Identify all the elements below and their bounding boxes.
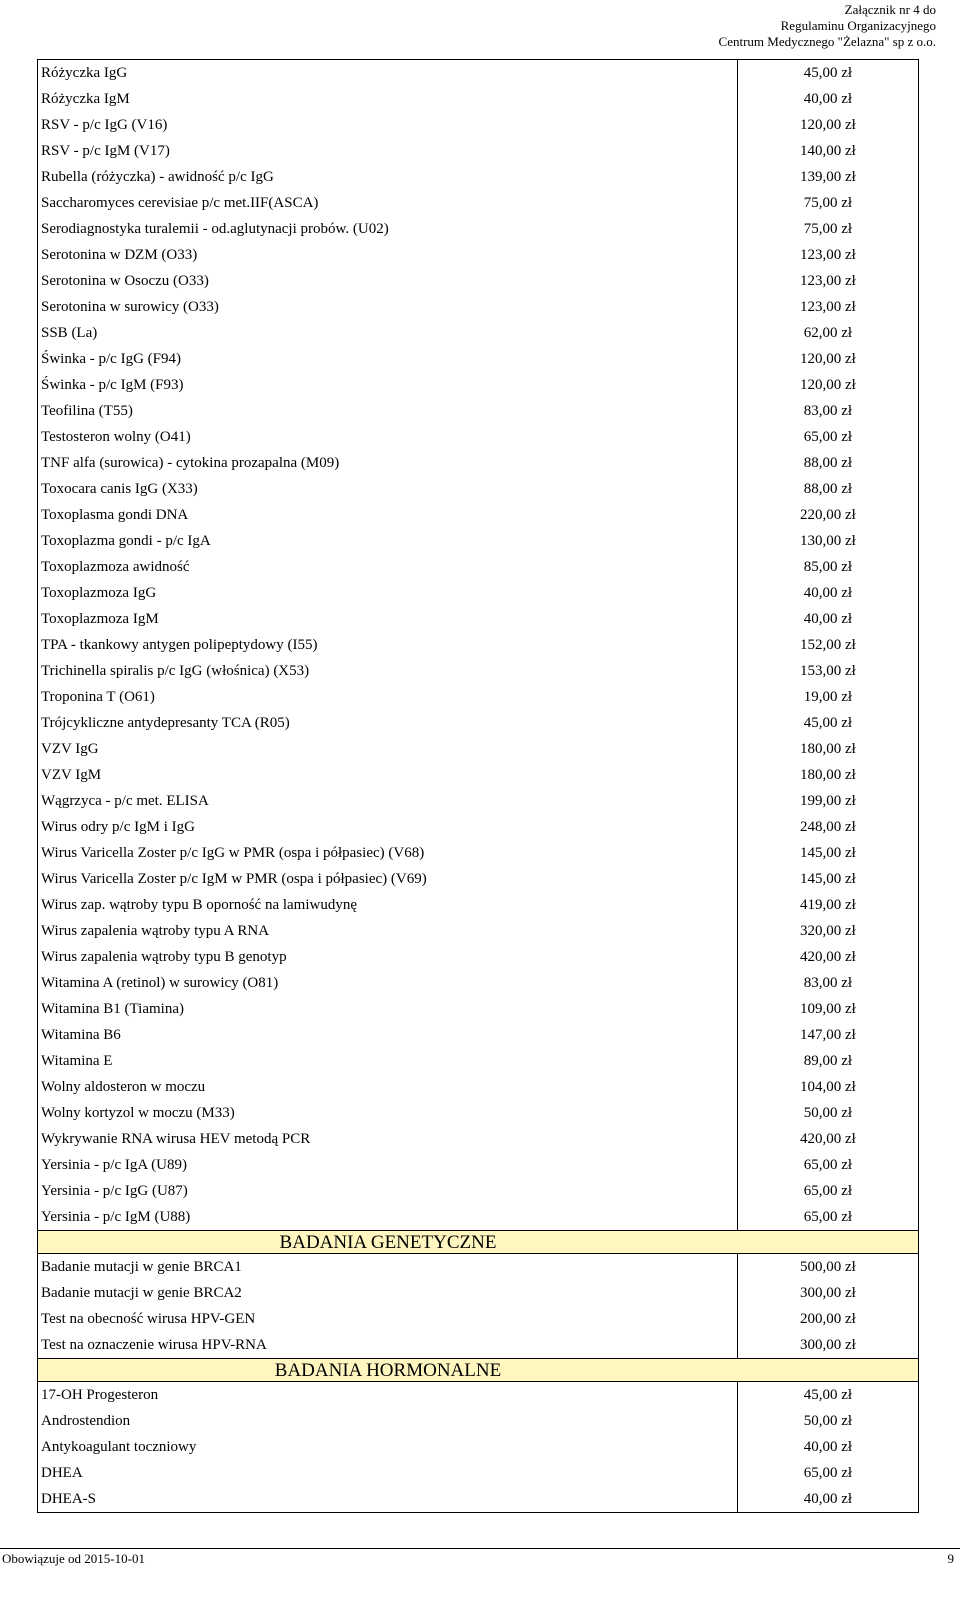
test-name: Toxocara canis IgG (X33) xyxy=(38,476,738,502)
test-name: Badanie mutacji w genie BRCA1 xyxy=(38,1254,738,1281)
test-name: Badanie mutacji w genie BRCA2 xyxy=(38,1280,738,1306)
table-row xyxy=(38,736,919,762)
table-row xyxy=(38,1486,919,1513)
test-price: 40,00 zł xyxy=(737,580,918,606)
test-price: 500,00 zł xyxy=(737,1254,918,1281)
test-price: 153,00 zł xyxy=(737,658,918,684)
price-list-body xyxy=(38,60,919,1513)
test-name: Wągrzyca - p/c met. ELISA xyxy=(38,788,738,814)
test-price: 109,00 zł xyxy=(737,996,918,1022)
test-name: Saccharomyces cerevisiae p/c met.IIF(ASCA) xyxy=(38,190,738,216)
test-price: 420,00 zł xyxy=(737,1126,918,1152)
table-row xyxy=(38,242,919,268)
test-price: 65,00 zł xyxy=(737,1178,918,1204)
table-row xyxy=(38,606,919,632)
table-row xyxy=(38,164,919,190)
test-price: 130,00 zł xyxy=(737,528,918,554)
test-price: 45,00 zł xyxy=(737,60,918,87)
table-row xyxy=(38,1126,919,1152)
header-regulation-line: Regulaminu Organizacyjnego xyxy=(780,18,936,33)
table-row xyxy=(38,1152,919,1178)
table-row xyxy=(38,788,919,814)
table-row xyxy=(38,398,919,424)
table-row xyxy=(38,372,919,398)
test-price: 50,00 zł xyxy=(737,1100,918,1126)
table-row xyxy=(38,1306,919,1332)
test-name: VZV IgG xyxy=(38,736,738,762)
table-row xyxy=(38,580,919,606)
table-row xyxy=(38,970,919,996)
test-price: 199,00 zł xyxy=(737,788,918,814)
test-name: Serotonina w Osoczu (O33) xyxy=(38,268,738,294)
test-name: Wolny aldosteron w moczu xyxy=(38,1074,738,1100)
test-name: 17-OH Progesteron xyxy=(38,1382,738,1409)
table-row xyxy=(38,1178,919,1204)
table-row xyxy=(38,320,919,346)
page-number: 9 xyxy=(947,1551,954,1566)
test-price: 89,00 zł xyxy=(737,1048,918,1074)
table-row xyxy=(38,528,919,554)
test-name: Test na obecność wirusa HPV-GEN xyxy=(38,1306,738,1332)
test-price: 300,00 zł xyxy=(737,1332,918,1359)
table-row xyxy=(38,1382,919,1409)
table-row xyxy=(38,1280,919,1306)
test-name: Serodiagnostyka turalemii - od.aglutynacji probów. (U02) xyxy=(38,216,738,242)
test-name: Testosteron wolny (O41) xyxy=(38,424,738,450)
table-row xyxy=(38,450,919,476)
table-row xyxy=(38,1254,919,1281)
test-name: Wirus Varicella Zoster p/c IgM w PMR (ospa i półpasiec) (V69) xyxy=(38,866,738,892)
table-row xyxy=(38,554,919,580)
footer-divider xyxy=(0,1548,960,1549)
table-row xyxy=(38,1100,919,1126)
table-row xyxy=(38,1408,919,1434)
test-price: 65,00 zł xyxy=(737,1460,918,1486)
section-title: BADANIA GENETYCZNE xyxy=(38,1231,919,1254)
test-price: 120,00 zł xyxy=(737,372,918,398)
test-name: DHEA-S xyxy=(38,1486,738,1513)
test-name: Wirus zapalenia wątroby typu A RNA xyxy=(38,918,738,944)
table-row xyxy=(38,1022,919,1048)
table-row xyxy=(38,710,919,736)
table-row xyxy=(38,86,919,112)
test-name: Wykrywanie RNA wirusa HEV metodą PCR xyxy=(38,1126,738,1152)
test-price: 140,00 zł xyxy=(737,138,918,164)
test-price: 139,00 zł xyxy=(737,164,918,190)
document-header xyxy=(636,2,936,50)
test-price: 83,00 zł xyxy=(737,398,918,424)
table-row xyxy=(38,632,919,658)
test-price: 104,00 zł xyxy=(737,1074,918,1100)
test-name: RSV - p/c IgG (V16) xyxy=(38,112,738,138)
test-name: Toxoplazma gondi - p/c IgA xyxy=(38,528,738,554)
test-price: 147,00 zł xyxy=(737,1022,918,1048)
test-price: 145,00 zł xyxy=(737,866,918,892)
test-price: 65,00 zł xyxy=(737,424,918,450)
test-price: 75,00 zł xyxy=(737,190,918,216)
table-row xyxy=(38,814,919,840)
test-price: 120,00 zł xyxy=(737,346,918,372)
test-price: 120,00 zł xyxy=(737,112,918,138)
table-row xyxy=(38,60,919,87)
test-price: 88,00 zł xyxy=(737,450,918,476)
test-name: Wirus zap. wątroby typu B oporność na lamiwudynę xyxy=(38,892,738,918)
table-row xyxy=(38,840,919,866)
table-row xyxy=(38,996,919,1022)
test-name: Yersinia - p/c IgM (U88) xyxy=(38,1204,738,1231)
test-price: 248,00 zł xyxy=(737,814,918,840)
table-row xyxy=(38,112,919,138)
test-name: Serotonina w DZM (O33) xyxy=(38,242,738,268)
test-name: Androstendion xyxy=(38,1408,738,1434)
table-row xyxy=(38,502,919,528)
table-row xyxy=(38,268,919,294)
test-price: 45,00 zł xyxy=(737,1382,918,1409)
table-row xyxy=(38,1434,919,1460)
section-header-row xyxy=(38,1359,919,1382)
test-name: Antykoagulant toczniowy xyxy=(38,1434,738,1460)
test-price: 83,00 zł xyxy=(737,970,918,996)
test-price: 65,00 zł xyxy=(737,1204,918,1231)
test-name: Rubella (różyczka) - awidność p/c IgG xyxy=(38,164,738,190)
test-name: TNF alfa (surowica) - cytokina prozapalna (M09) xyxy=(38,450,738,476)
test-name: Serotonina w surowicy (O33) xyxy=(38,294,738,320)
test-name: Różyczka IgG xyxy=(38,60,738,87)
table-row xyxy=(38,944,919,970)
test-name: Wirus odry p/c IgM i IgG xyxy=(38,814,738,840)
table-row xyxy=(38,1204,919,1231)
header-attachment-line: Załącznik nr 4 do xyxy=(844,2,936,17)
table-row xyxy=(38,216,919,242)
test-price: 123,00 zł xyxy=(737,242,918,268)
test-price: 145,00 zł xyxy=(737,840,918,866)
test-name: TPA - tkankowy antygen polipeptydowy (I55) xyxy=(38,632,738,658)
test-name: SSB (La) xyxy=(38,320,738,346)
test-price: 419,00 zł xyxy=(737,892,918,918)
test-name: Wolny kortyzol w moczu (M33) xyxy=(38,1100,738,1126)
test-name: Witamina A (retinol) w surowicy (O81) xyxy=(38,970,738,996)
table-row xyxy=(38,658,919,684)
test-name: Świnka - p/c IgG (F94) xyxy=(38,346,738,372)
test-name: Świnka - p/c IgM (F93) xyxy=(38,372,738,398)
test-price: 420,00 zł xyxy=(737,944,918,970)
test-price: 180,00 zł xyxy=(737,762,918,788)
test-name: Witamina B6 xyxy=(38,1022,738,1048)
test-name: Wirus zapalenia wątroby typu B genotyp xyxy=(38,944,738,970)
test-price: 88,00 zł xyxy=(737,476,918,502)
test-price: 40,00 zł xyxy=(737,606,918,632)
table-row xyxy=(38,866,919,892)
test-price: 220,00 zł xyxy=(737,502,918,528)
test-name: Test na oznaczenie wirusa HPV-RNA xyxy=(38,1332,738,1359)
header-company-line: Centrum Medycznego "Żelazna" sp z o.o. xyxy=(718,34,936,49)
table-row xyxy=(38,918,919,944)
test-price: 62,00 zł xyxy=(737,320,918,346)
test-name: Trójcykliczne antydepresanty TCA (R05) xyxy=(38,710,738,736)
test-name: Yersinia - p/c IgA (U89) xyxy=(38,1152,738,1178)
test-price: 320,00 zł xyxy=(737,918,918,944)
table-row xyxy=(38,190,919,216)
test-name: Yersinia - p/c IgG (U87) xyxy=(38,1178,738,1204)
test-name: Witamina B1 (Tiamina) xyxy=(38,996,738,1022)
test-price: 300,00 zł xyxy=(737,1280,918,1306)
test-name: Różyczka IgM xyxy=(38,86,738,112)
test-name: Toxoplazmoza IgM xyxy=(38,606,738,632)
table-row xyxy=(38,892,919,918)
test-price: 65,00 zł xyxy=(737,1152,918,1178)
test-name: Troponina T (O61) xyxy=(38,684,738,710)
test-name: Toxoplazmoza IgG xyxy=(38,580,738,606)
test-name: RSV - p/c IgM (V17) xyxy=(38,138,738,164)
table-row xyxy=(38,1048,919,1074)
table-row xyxy=(38,762,919,788)
table-row xyxy=(38,424,919,450)
test-price: 200,00 zł xyxy=(737,1306,918,1332)
table-row xyxy=(38,1332,919,1359)
test-name: Toxoplazmoza awidność xyxy=(38,554,738,580)
section-header-row xyxy=(38,1231,919,1254)
test-name: Wirus Varicella Zoster p/c IgG w PMR (ospa i półpasiec) (V68) xyxy=(38,840,738,866)
price-list-table xyxy=(37,59,919,1513)
test-name: VZV IgM xyxy=(38,762,738,788)
test-name: DHEA xyxy=(38,1460,738,1486)
table-row xyxy=(38,1074,919,1100)
test-price: 40,00 zł xyxy=(737,86,918,112)
test-price: 40,00 zł xyxy=(737,1434,918,1460)
table-row xyxy=(38,684,919,710)
test-price: 180,00 zł xyxy=(737,736,918,762)
test-name: Trichinella spiralis p/c IgG (włośnica) (X53) xyxy=(38,658,738,684)
test-price: 85,00 zł xyxy=(737,554,918,580)
test-price: 50,00 zł xyxy=(737,1408,918,1434)
table-row xyxy=(38,346,919,372)
section-title: BADANIA HORMONALNE xyxy=(38,1359,919,1382)
test-name: Witamina E xyxy=(38,1048,738,1074)
test-price: 123,00 zł xyxy=(737,268,918,294)
effective-date: Obowiązuje od 2015-10-01 xyxy=(2,1551,145,1566)
test-name: Teofilina (T55) xyxy=(38,398,738,424)
test-price: 123,00 zł xyxy=(737,294,918,320)
test-price: 19,00 zł xyxy=(737,684,918,710)
test-price: 75,00 zł xyxy=(737,216,918,242)
table-row xyxy=(38,1460,919,1486)
table-row xyxy=(38,476,919,502)
table-row xyxy=(38,294,919,320)
test-name: Toxoplasma gondi DNA xyxy=(38,502,738,528)
test-price: 152,00 zł xyxy=(737,632,918,658)
test-price: 45,00 zł xyxy=(737,710,918,736)
test-price: 40,00 zł xyxy=(737,1486,918,1513)
table-row xyxy=(38,138,919,164)
